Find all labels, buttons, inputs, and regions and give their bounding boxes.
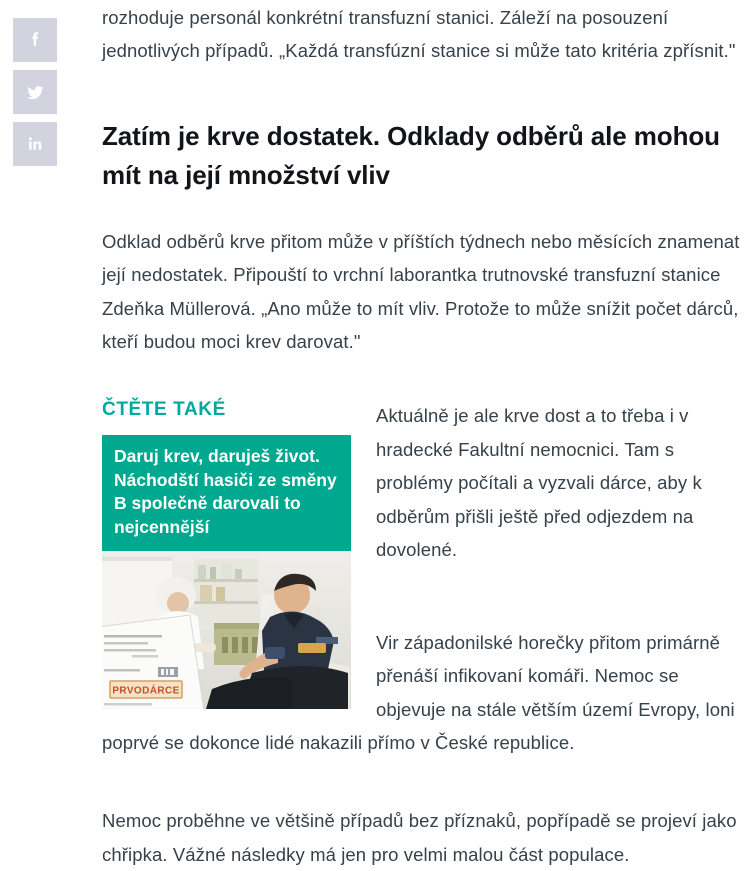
spacer xyxy=(102,195,744,225)
paragraph-2: Odklad odběrů krve přitom může v příštích týdnech nebo měsících znamenat její nedostatek. Připouští to vrchní laborantka trutnovské transfuzní stanice Zdeňka Müllerová. „Ano může to mít vliv. Protože to může snížit počet dárců, kteří budou moci krev darovat." xyxy=(102,230,740,352)
article-body xyxy=(102,0,744,871)
social-share-rail xyxy=(13,18,57,166)
read-also-card[interactable] xyxy=(102,435,351,709)
spacer xyxy=(102,778,744,804)
share-button-linkedin[interactable] xyxy=(13,122,57,166)
read-also-kicker: ČTĚTE TAKÉ xyxy=(102,399,226,420)
svg-text:PRVODÁRCE: PRVODÁRCE xyxy=(112,685,180,697)
read-also-photo[interactable] xyxy=(102,551,351,709)
linkedin-icon xyxy=(24,133,46,155)
paragraph-top: rozhoduje personál konkrétní transfuzní stanici. Záleží na posouzení jednotlivých případů. „Každá transfúzní stanice si může tato kritéria zpřísnit." xyxy=(102,6,736,61)
share-button-twitter[interactable] xyxy=(13,70,57,114)
section-heading: Zatím je krve dostatek. Odklady odběrů ale mohou mít na její množství vliv xyxy=(102,120,720,190)
paragraph-5: Nemoc proběhne ve většině případů bez příznaků, popřípadě se projeví jako chřipka. Vážné následky má jen pro velmi malou část populace. xyxy=(102,810,737,865)
paragraph-4: Vir západonilské horečky přitom primárně přenáší infikovaní komáři. Nemoc se objevuje na stále větším území Evropy, loni poprvé se dokonce lidé nakazili přímo v České republice. xyxy=(102,631,735,753)
facebook-icon xyxy=(24,29,46,51)
share-button-facebook[interactable] xyxy=(13,18,57,62)
twitter-icon xyxy=(23,80,47,104)
paragraph-3: Aktuálně je ale krve dost a to třeba i v hradecké Fakultní nemocnici. Tam s problémy počítali a vyzvali dárce, aby k odběrům přišli ještě před odjezdem na dovolené. xyxy=(376,405,702,560)
floated-content-block xyxy=(102,399,744,778)
read-also-widget xyxy=(102,399,351,709)
spacer xyxy=(102,101,744,117)
read-also-card-title: Daruj krev, daruješ život. Náchodští hasiči ze směny B společně darovali to nejcennější xyxy=(114,446,337,537)
spacer xyxy=(102,359,744,381)
